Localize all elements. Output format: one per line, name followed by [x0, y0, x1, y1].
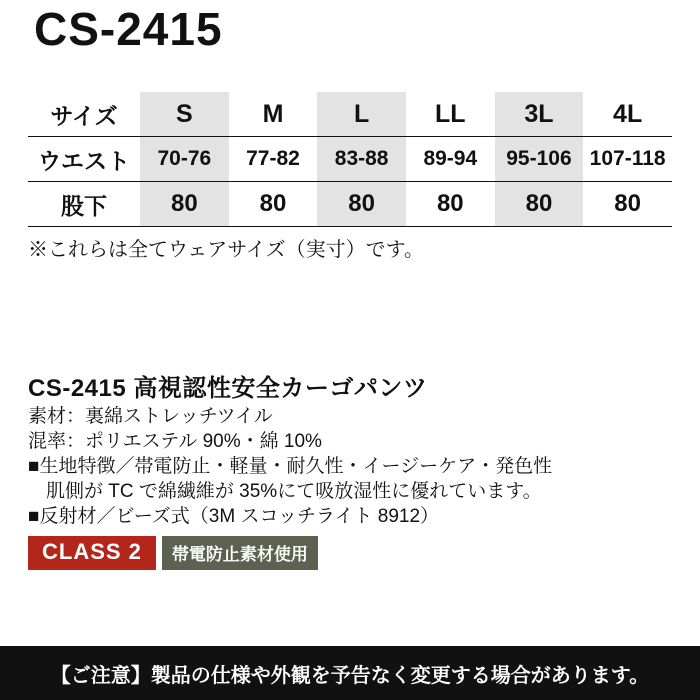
caution-text: 【ご注意】製品の仕様や外観を予告なく変更する場合があります。 [50, 664, 650, 687]
table-row-sizes [28, 92, 672, 137]
spec-line-fabric-features: ■生地特徴／帯電防止・軽量・耐久性・イージーケア・発色性 [28, 456, 553, 477]
row-label-waist: ウエスト [28, 137, 140, 182]
size-cell-m: M [229, 92, 318, 137]
inseam-cell-4l: 80 [583, 182, 672, 227]
spec-title: CS-2415 高視認性安全カーゴパンツ [28, 375, 428, 402]
spec-line-composition: 混率：ポリエステル 90%・綿 10% [28, 431, 322, 452]
inseam-cell-3l: 80 [495, 182, 584, 227]
inseam-cell-ll: 80 [406, 182, 495, 227]
size-cell-l: L [317, 92, 406, 137]
waist-cell-m: 77-82 [229, 137, 318, 182]
status-badge-class: CLASS 2 [28, 536, 156, 570]
spec-description [28, 404, 678, 529]
size-table-note: ※これらは全てウェアサイズ（実寸）です。 [28, 239, 424, 261]
spec-line-reflective: ■反射材／ビーズ式（3M スコッチライト 8912） [28, 506, 440, 527]
size-cell-ll: LL [406, 92, 495, 137]
caution-bar [0, 646, 700, 700]
badge-group [28, 536, 318, 570]
waist-cell-ll: 89-94 [406, 137, 495, 182]
inseam-cell-s: 80 [140, 182, 229, 227]
row-label-size: サイズ [28, 92, 140, 137]
waist-cell-l: 83-88 [317, 137, 406, 182]
waist-cell-4l: 107-118 [583, 137, 672, 182]
waist-cell-s: 70-76 [140, 137, 229, 182]
row-label-inseam: 股下 [28, 182, 140, 227]
size-cell-4l: 4L [583, 92, 672, 137]
spec-line-fabric-features-cont: 肌側が TC で綿繊維が 35%にて吸放湿性に優れています。 [46, 481, 542, 502]
table-row-inseam [28, 182, 672, 227]
size-table [28, 92, 672, 227]
size-cell-s: S [140, 92, 229, 137]
inseam-cell-l: 80 [317, 182, 406, 227]
product-code-heading: CS-2415 [34, 3, 223, 55]
inseam-cell-m: 80 [229, 182, 318, 227]
spec-line-material: 素材：裏綿ストレッチツイル [28, 406, 273, 427]
waist-cell-3l: 95-106 [495, 137, 584, 182]
table-row-waist [28, 137, 672, 182]
status-badge-antistatic: 帯電防止素材使用 [162, 536, 318, 570]
size-cell-3l: 3L [495, 92, 584, 137]
